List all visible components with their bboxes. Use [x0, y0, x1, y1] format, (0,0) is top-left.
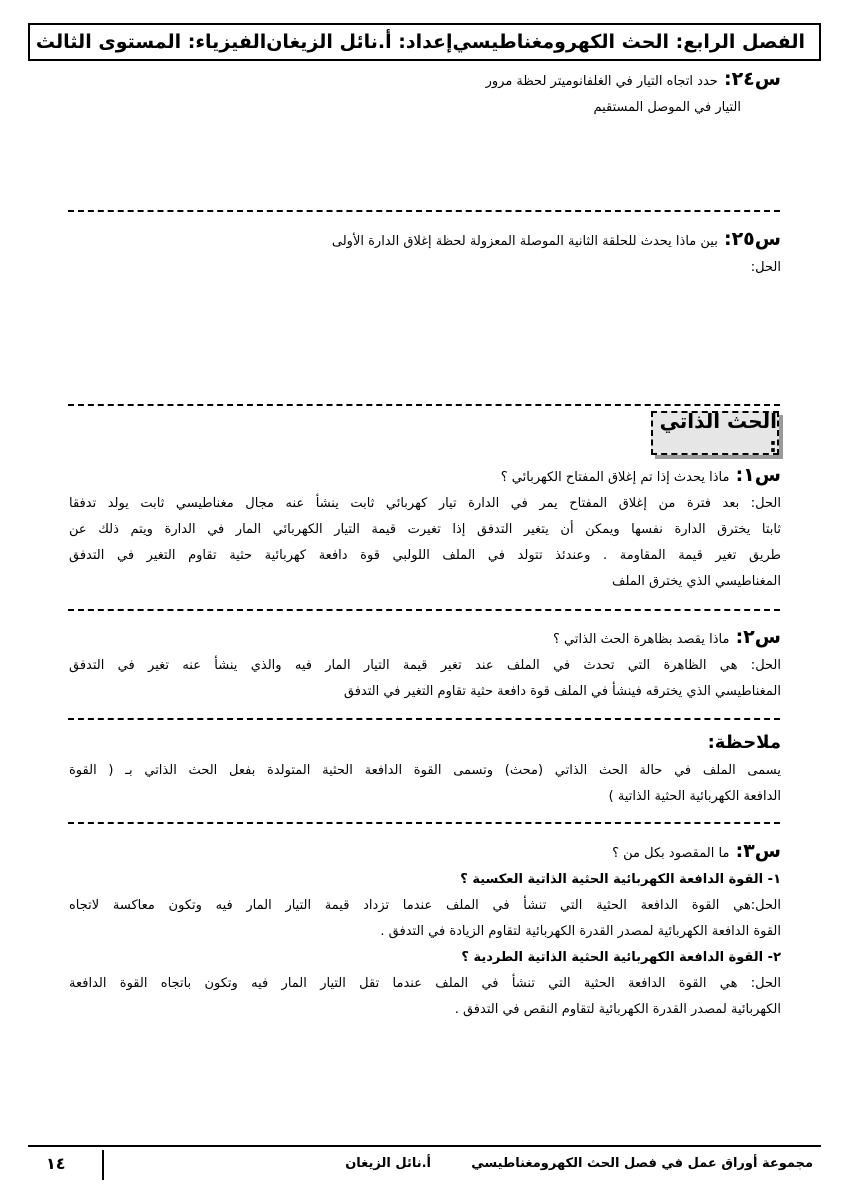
footer-separator [102, 1150, 104, 1180]
answer-line: الحل: هي الظاهرة التي تحدث في الملف عند تغير قيمة التيار المار فيه والذي ينشأ عنه تغير في التدفق [69, 658, 781, 673]
question-text-cont: التيار في الموصل المستقيم [593, 100, 741, 115]
answer-line: الحل: هي القوة الدافعة الحثية التي تنشأ في الملف عندما تقل التيار المار فيه وتكون باتجاه القوة الدافعة [69, 976, 781, 991]
question-number: س١: [735, 464, 781, 486]
question-text: حدد اتجاه التيار في الغلفانوميتر لحظة مرور [485, 74, 718, 89]
footer-title: مجموعة أوراق عمل في فصل الحث الكهرومغناطيسي [471, 1156, 813, 1171]
answer-line: الحل: بعد فترة من إغلاق المفتاح يمر في الدارة تيار كهربائي ثابت ينشأ عنه مجال مغناطيسي ثابت يولد تدفقا [69, 496, 781, 511]
note-line: يسمى الملف في حالة الحث الذاتي (محث) وتسمى القوة الدافعة الحثية المتولدة بفعل الحث الذاتي بـ ( القوة [69, 763, 781, 778]
question-number: س٢٥: [723, 228, 781, 250]
dashed-divider [68, 822, 780, 824]
question-number: س٢: [735, 626, 781, 648]
question-25 [69, 226, 781, 281]
answer-line: المغناطيسي الذي يخترق الملف [612, 574, 781, 589]
question-24 [69, 66, 781, 121]
note-line: الدافعة الكهربائية الحثية الذاتية ) [608, 789, 781, 804]
question-text: بين ماذا يحدث للحلقة الثانية الموصلة المعزولة لحظة إغلاق الدارة الأولى [331, 234, 718, 249]
page-header [28, 23, 821, 61]
solution-label: الحل: [750, 260, 781, 275]
note-block [69, 728, 781, 810]
answer-line: الحل:هي القوة الدافعة الحثية التي تنشأ في الملف عندما تزداد قيمة التيار المار فيه وتكون معاكسة لاتجاه [69, 898, 781, 913]
dashed-divider [68, 210, 780, 212]
section-title-self-induction: الحث الذاتي : [651, 411, 779, 455]
header-prepared-by: إعداد: أ.نائل الزيغان [266, 31, 453, 53]
self-induction-question-2 [69, 624, 781, 705]
dashed-divider [68, 404, 780, 406]
page-footer [28, 1148, 821, 1182]
answer-line: القوة الدافعة الكهربائية لمصدر القدرة الكهربائية لتقاوم الزيادة في التدفق . [380, 924, 781, 939]
page-number: ١٤ [46, 1154, 66, 1173]
question-number: س٣: [735, 840, 781, 862]
subquestion-title: ١- القوة الدافعة الكهربائية الحثية الذاتية العكسية ؟ [460, 872, 781, 887]
self-induction-question-3 [69, 838, 781, 1023]
answer-line: المغناطيسي الذي يخترقه فينشأ في الملف قوة دافعة حثية تقاوم التغير في التدفق [343, 684, 781, 699]
answer-line: طريق تغير قيمة المقاومة . وعندئذ تتولد في الملف اللولبي قوة دافعة كهربائية حثية تقاوم التغير في التدفق [69, 548, 781, 563]
footer-rule [28, 1145, 821, 1147]
question-text: ماذا يحدث إذا تم إغلاق المفتاح الكهربائي ؟ [500, 470, 730, 485]
dashed-divider [68, 609, 780, 611]
question-text: ماذا يقصد بظاهرة الحث الذاتي ؟ [552, 632, 730, 647]
footer-author: أ.نائل الزيغان [345, 1156, 431, 1171]
note-title: ملاحظة: [707, 732, 781, 753]
answer-line: الكهربائية لمصدر القدرة الكهربائية لتقاوم النقص في التدفق . [454, 1002, 781, 1017]
answer-line: ثابتا يخترق الدارة نفسها ويمكن أن يتغير التدفق إذا تغيرت قيمة التيار الكهربائي المار في الدارة ويتم ذلك عن [69, 522, 781, 537]
dashed-divider [68, 718, 780, 720]
subquestion-title: ٢- القوة الدافعة الكهربائية الحثية الذاتية الطردية ؟ [461, 950, 781, 965]
self-induction-question-1 [69, 462, 781, 595]
header-subject-level: الفيزياء: المستوى الثالث [35, 31, 267, 53]
question-text: ما المقصود بكل من ؟ [612, 846, 730, 861]
header-chapter: الفصل الرابع: الحث الكهرومغناطيسي [452, 31, 805, 53]
question-number: س٢٤: [723, 68, 781, 90]
